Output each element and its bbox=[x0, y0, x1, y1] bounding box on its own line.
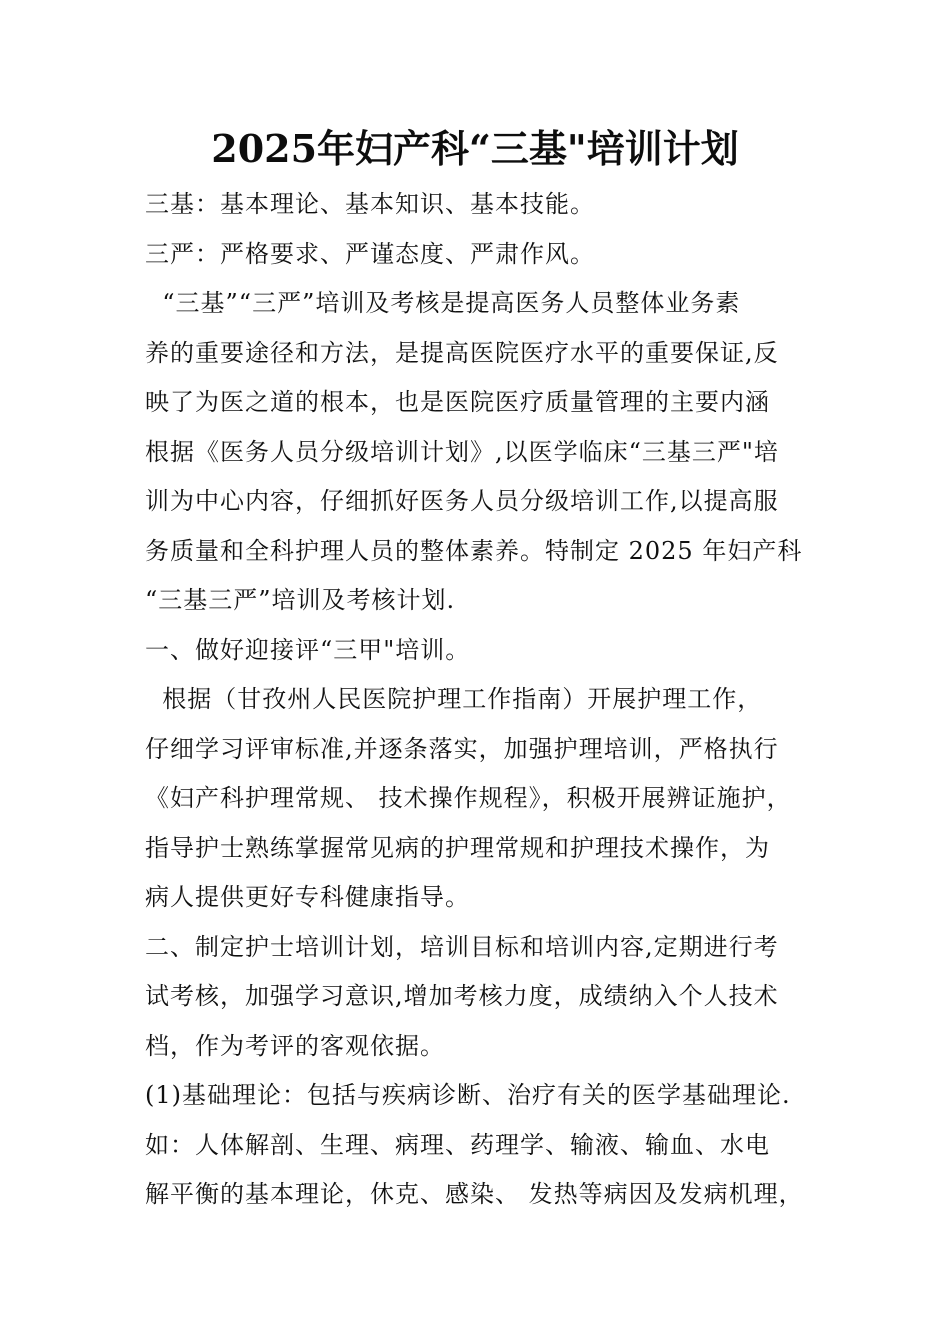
paragraph-line: 养的重要途径和方法，是提高医院医疗水平的重要保证,反 bbox=[145, 338, 779, 367]
paragraph-line: 档，作为考评的客观依据。 bbox=[145, 1031, 445, 1060]
paragraph-line: 根据（甘孜州人民医院护理工作指南）开展护理工作， bbox=[145, 685, 763, 713]
section-heading: 一、做好迎接评“三甲"培训。 bbox=[145, 635, 471, 664]
section-heading: 二、制定护士培训计划，培训目标和培训内容,定期进行考 bbox=[145, 932, 779, 961]
document-body bbox=[145, 180, 825, 1220]
paragraph-line: 解平衡的基本理论，休克、感染、 发热等病因及发病机理， bbox=[145, 1180, 804, 1208]
paragraph-line: “三基”“三严”培训及考核是提高医务人员整体业务素 bbox=[145, 289, 741, 317]
paragraph-line: 指导护士熟练掌握常见病的护理常规和护理技术操作，为 bbox=[145, 833, 770, 862]
paragraph-line: 三严：严格要求、严谨态度、严肃作风。 bbox=[145, 239, 595, 268]
paragraph-line: 务质量和全科护理人员的整体素养。特制定 2025 年妇产科 bbox=[145, 536, 803, 565]
paragraph-line: 试考核，加强学习意识,增加考核力度，成绩纳入个人技术 bbox=[145, 982, 779, 1010]
paragraph-line: 三基：基本理论、基本知识、基本技能。 bbox=[145, 190, 595, 218]
paragraph-line: 训为中心内容，仔细抓好医务人员分级培训工作,以提高服 bbox=[145, 487, 779, 515]
paragraph-line: 如：人体解剖、生理、病理、药理学、输液、输血、水电 bbox=[145, 1130, 770, 1159]
paragraph-line: 仔细学习评审标准,并逐条落实，加强护理培训，严格执行 bbox=[145, 734, 779, 763]
paragraph-line: 病人提供更好专科健康指导。 bbox=[145, 883, 470, 911]
page-title: 2025年妇产科“三基"培训计划 bbox=[211, 126, 739, 171]
paragraph-line: 根据《医务人员分级培训计划》,以医学临床“三基三严"培 bbox=[145, 437, 779, 466]
paragraph-line: 映了为医之道的根本，也是医院医疗质量管理的主要内涵 bbox=[145, 388, 770, 416]
paragraph-line: 《妇产科护理常规、 技术操作规程》，积极开展辨证施护， bbox=[145, 784, 792, 812]
paragraph-line: “三基三严”培训及考核计划. bbox=[145, 586, 456, 614]
paragraph-line: (1)基础理论：包括与疾病诊断、治疗有关的医学基础理论. bbox=[145, 1081, 791, 1109]
